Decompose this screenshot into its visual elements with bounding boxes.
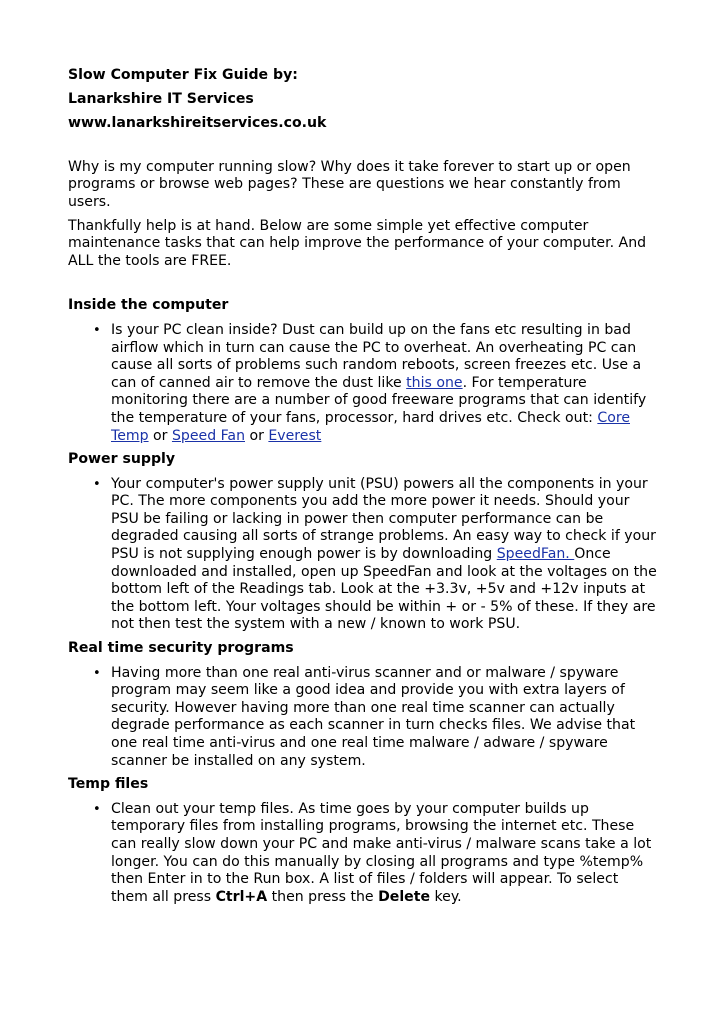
document-body: [68, 67, 658, 906]
key-ctrl-a: Ctrl+A: [215, 888, 268, 905]
link-core-temp[interactable]: Core Temp: [111, 409, 630, 444]
power-text-a: Your computer's power supply unit (PSU) powers all the components in your PC. The more components you add the more power it needs. Should your PSU be failing or lacking in power then computer performance can be degraded causing all sorts of strange problems. An easy way to check if your PSU is not supplying enough power is by downloading: [111, 475, 656, 563]
bullet-icon: •: [93, 801, 101, 817]
list-item: [68, 801, 658, 907]
inside-text-a: Is your PC clean inside? Dust can build up on the fans etc resulting in bad airflow which in turn can cause the PC to overheat. An overheating PC can cause all sorts of problems such random reboots, screen freezes etc. Use a can of canned air to remove the dust like: [111, 321, 642, 391]
section-heading-temp-files: Temp files: [68, 776, 149, 793]
link-speedfan[interactable]: SpeedFan.: [496, 546, 575, 563]
realtime-text: Having more than one real anti-virus scanner and or malware / spyware program may seem like a good idea and provide you with extra layers of security. However having more than one real time scanner can actually degrade performance as each scanner in turn checks files. We advise that one real time anti-virus and one real time malware / adware / spyware scanner be installed on any system.: [111, 664, 636, 769]
link-this-one[interactable]: this one: [406, 374, 463, 391]
key-delete: Delete: [378, 888, 431, 905]
company-name: Lanarkshire IT Services: [68, 91, 254, 108]
temp-files-list: [68, 801, 658, 907]
link-everest[interactable]: Everest: [268, 427, 322, 444]
list-item: [68, 476, 658, 634]
intro-paragraph-2: Thankfully help is at hand. Below are some simple yet effective computer maintenance tasks that can help improve the performance of your computer. And ALL the tools are FREE.: [68, 217, 647, 269]
temp-text-b: then press the: [267, 888, 379, 905]
temp-text-a: Clean out your temp files. As time goes by your computer builds up temporary files from installing programs, browsing the internet etc. These can really slow down your PC and make anti-virus / malware scans take a lot longer. You can do this manually by closing all programs and type %temp% then Enter in to the Run box. A list of files / folders will appear. To select them all press: [111, 800, 652, 905]
company-website: www.lanarkshireitservices.co.uk: [68, 115, 327, 132]
power-text-b: Once downloaded and installed, open up SpeedFan and look at the voltages on the bottom left of the Readings tab. Look at the +3.3v, +5v and +12v inputs at the bottom left. Your voltages should be within + or - 5% of these. If they are not then test the system with a new / known to work PSU.: [111, 546, 657, 633]
inside-or-2: or: [245, 427, 269, 444]
list-item: [68, 665, 658, 771]
bullet-icon: •: [93, 665, 101, 681]
bullet-icon: •: [93, 322, 101, 338]
section-heading-power-supply: Power supply: [68, 451, 176, 468]
link-speed-fan[interactable]: Speed Fan: [171, 427, 245, 444]
list-item: [68, 322, 658, 445]
power-supply-list: [68, 476, 658, 634]
section-heading-inside-computer: Inside the computer: [68, 297, 229, 314]
section-heading-real-time-security: Real time security programs: [68, 640, 294, 657]
inside-computer-list: [68, 322, 658, 445]
inside-or-1: or: [148, 427, 172, 444]
inside-text-b: . For temperature monitoring there are a number of good freeware programs that can identify the temperature of your fans, processor, hard drives etc. Check out:: [111, 374, 647, 426]
temp-text-c: key.: [430, 888, 462, 905]
guide-title: Slow Computer Fix Guide by:: [68, 67, 298, 83]
real-time-security-list: [68, 665, 658, 771]
bullet-icon: •: [93, 476, 101, 492]
intro-paragraph-1: Why is my computer running slow? Why does it take forever to start up or open programs or browse web pages? These are questions we hear constantly from users.: [68, 158, 631, 210]
